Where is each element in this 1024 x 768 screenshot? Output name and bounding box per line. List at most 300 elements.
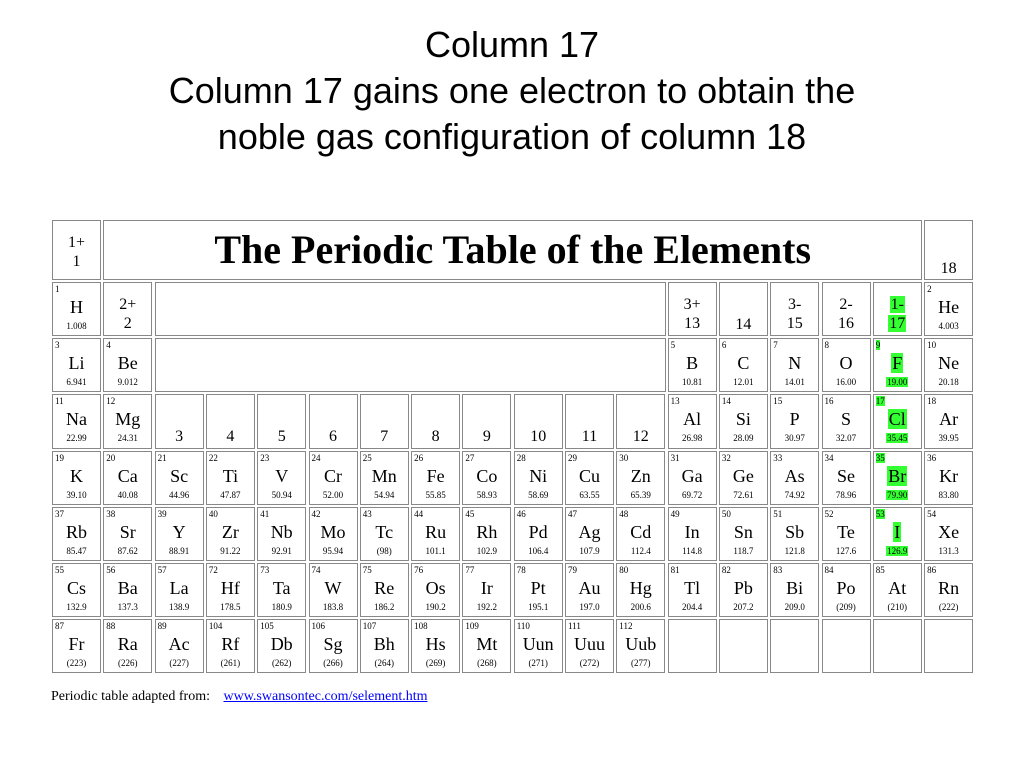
element-symbol: Uun <box>522 634 554 655</box>
atomic-number: 34 <box>824 452 834 463</box>
footer-label: Periodic table adapted from: <box>51 689 210 704</box>
atomic-number: 89 <box>157 621 167 632</box>
element-symbol: Bi <box>786 578 804 598</box>
element-zr <box>206 507 255 561</box>
atomic-number: 76 <box>414 565 424 575</box>
element-b <box>668 338 717 392</box>
element-li <box>52 338 101 392</box>
atomic-number: 23 <box>260 452 270 463</box>
atomic-number: 7 <box>773 340 778 351</box>
element-symbol: Rb <box>65 521 87 542</box>
group-15-header <box>770 282 819 336</box>
element-nb <box>257 507 306 561</box>
atomic-number: 88 <box>106 621 116 632</box>
element-se <box>822 451 871 505</box>
atomic-mass: 58.93 <box>476 489 498 500</box>
element-symbol: Cl <box>888 409 906 430</box>
atomic-mass: (271) <box>528 658 548 669</box>
element-mn <box>360 451 409 505</box>
element-symbol: Mn <box>371 465 397 486</box>
atomic-number: 32 <box>721 452 731 463</box>
element-n <box>770 338 819 392</box>
element-symbol: Ba <box>117 578 138 598</box>
atomic-number: 108 <box>414 621 428 632</box>
atomic-number: 74 <box>311 565 321 575</box>
atomic-mass: 40.08 <box>117 489 138 500</box>
group-7-label: 7 <box>380 428 389 446</box>
atomic-mass: 12.01 <box>733 377 754 388</box>
element-symbol: Nb <box>270 521 293 542</box>
atomic-number: 104 <box>208 621 223 632</box>
atomic-number: 21 <box>157 452 167 463</box>
element-symbol: Rf <box>221 634 240 655</box>
element-os <box>411 563 460 617</box>
element-sc <box>155 451 204 505</box>
atomic-mass: 197.0 <box>579 602 600 612</box>
element-ca <box>103 451 152 505</box>
atomic-mass: 209.0 <box>784 602 805 612</box>
atomic-mass: 58.69 <box>528 489 549 500</box>
atomic-mass: 4.003 <box>938 321 959 331</box>
element-rf <box>206 619 255 673</box>
atomic-mass: 26.98 <box>681 433 703 444</box>
group-13-header-label: 3+ 13 <box>683 296 701 332</box>
element-kr <box>924 451 973 505</box>
element-s <box>822 394 871 448</box>
atomic-mass: 192.2 <box>476 602 498 612</box>
atomic-number: 53 <box>875 508 885 519</box>
atomic-number: 15 <box>773 396 783 407</box>
element-symbol: Pt <box>530 578 546 598</box>
element-symbol: Mt <box>476 634 498 655</box>
group-17-label: 1- 17 <box>889 296 906 332</box>
group-2-header <box>103 282 152 336</box>
element-symbol: Pd <box>528 521 548 542</box>
atomic-number: 48 <box>619 508 629 519</box>
group-5-label: 5 <box>277 428 286 446</box>
element-sg <box>309 619 358 673</box>
element-ga <box>668 451 717 505</box>
atomic-mass: 87.62 <box>117 545 138 556</box>
title-line-2: Column 17 gains one electron to obtain the <box>168 70 856 111</box>
element-symbol: Mg <box>115 409 141 430</box>
atomic-mass: 52.00 <box>322 489 344 500</box>
atomic-mass: (209) <box>836 602 856 612</box>
element-tl <box>668 563 717 617</box>
group-6-label: 6 <box>329 428 337 446</box>
element-ba <box>103 563 152 617</box>
element-symbol: Sb <box>785 521 805 542</box>
atomic-mass: 88.91 <box>168 545 190 556</box>
element-symbol: In <box>684 521 700 542</box>
atomic-mass: (223) <box>66 658 87 669</box>
element-te <box>822 507 871 561</box>
element-symbol: Tl <box>684 578 701 598</box>
atomic-mass: 137.3 <box>117 602 138 612</box>
atomic-mass: 24.31 <box>117 433 138 444</box>
atomic-mass: 16.00 <box>835 377 857 388</box>
element-si <box>719 394 768 448</box>
element-cd <box>616 507 665 561</box>
atomic-mass: 85.47 <box>66 545 87 556</box>
element-symbol: Al <box>683 409 702 430</box>
element-c <box>719 338 768 392</box>
atomic-number: 31 <box>670 452 680 463</box>
element-symbol: Rh <box>476 521 498 542</box>
atomic-number: 54 <box>927 508 937 519</box>
element-sr <box>103 507 152 561</box>
element-symbol: Ac <box>168 634 190 655</box>
atomic-mass: 178.5 <box>220 602 241 612</box>
atomic-number: 25 <box>362 452 372 463</box>
atomic-number: 45 <box>465 508 475 519</box>
element-at <box>873 563 922 617</box>
element-symbol: Cu <box>578 465 600 486</box>
atomic-mass: 101.1 <box>425 545 446 556</box>
group-13-header <box>668 282 717 336</box>
atomic-number: 41 <box>260 508 270 519</box>
element-symbol: Zn <box>630 465 651 486</box>
blank-area-row2 <box>155 338 666 392</box>
atomic-number: 40 <box>208 508 218 519</box>
element-symbol: Se <box>837 465 855 486</box>
atomic-number: 72 <box>208 565 218 575</box>
atomic-number: 36 <box>927 452 937 463</box>
atomic-number: 85 <box>875 565 885 575</box>
group-1-header <box>52 220 101 280</box>
atomic-number: 112 <box>619 621 633 632</box>
element-symbol: V <box>275 465 289 486</box>
element-ra <box>103 619 152 673</box>
atomic-number: 46 <box>516 508 526 519</box>
footer-credit <box>51 689 428 705</box>
atomic-number: 30 <box>619 452 629 463</box>
element-ir <box>462 563 511 617</box>
group-14-header <box>719 282 768 336</box>
atomic-number: 22 <box>208 452 218 463</box>
element-al <box>668 394 717 448</box>
atomic-mass: 138.9 <box>168 602 190 612</box>
atomic-mass: 207.2 <box>733 602 754 612</box>
group-16-header <box>822 282 871 336</box>
atomic-mass: 55.85 <box>425 489 446 500</box>
atomic-mass: (269) <box>425 658 446 669</box>
element-ru <box>411 507 460 561</box>
atomic-mass: 22.99 <box>66 433 87 444</box>
element-symbol: N <box>788 353 802 374</box>
atomic-number: 2 <box>927 284 932 294</box>
atomic-number: 6 <box>721 340 727 351</box>
element-in <box>668 507 717 561</box>
element-cr <box>309 451 358 505</box>
atomic-number: 79 <box>568 565 577 575</box>
element-hf <box>206 563 255 617</box>
atomic-mass: (264) <box>374 658 395 669</box>
empty-cell <box>770 619 819 673</box>
element-symbol: Re <box>374 578 395 598</box>
element-symbol: K <box>70 465 83 486</box>
group-5-header <box>257 394 306 448</box>
atomic-number: 106 <box>311 621 325 632</box>
element-ac <box>155 619 204 673</box>
atomic-number: 26 <box>414 452 424 463</box>
atomic-mass: 92.91 <box>271 545 292 556</box>
periodic-table <box>51 220 973 668</box>
element-zn <box>616 451 665 505</box>
element-symbol: Ga <box>681 465 703 486</box>
atomic-mass: 126.9 <box>887 545 908 556</box>
atomic-mass: 9.012 <box>117 377 138 388</box>
atomic-number: 12 <box>106 396 116 407</box>
element-symbol: Co <box>476 465 498 486</box>
element-symbol: Y <box>172 521 186 542</box>
atomic-mass: 131.3 <box>938 545 959 556</box>
atomic-number: 28 <box>516 452 526 463</box>
group-10-label: 10 <box>530 428 547 446</box>
element-symbol: Au <box>578 578 601 598</box>
atomic-number: 84 <box>824 565 834 575</box>
atomic-mass: 112.4 <box>630 545 651 556</box>
atomic-mass: 20.18 <box>938 377 959 388</box>
element-w <box>309 563 358 617</box>
atomic-mass: 107.9 <box>579 545 600 556</box>
element-symbol: At <box>888 578 907 598</box>
element-ti <box>206 451 255 505</box>
element-co <box>462 451 511 505</box>
element-symbol: W <box>324 578 342 598</box>
source-link[interactable]: www.swansontec.com/selement.htm <box>223 689 428 704</box>
element-symbol: Ta <box>272 578 291 598</box>
atomic-number: 109 <box>465 621 479 632</box>
group-18-label: 18 <box>940 260 957 277</box>
atomic-number: 47 <box>568 508 577 519</box>
atomic-number: 29 <box>568 452 577 463</box>
empty-cell <box>719 619 768 673</box>
element-symbol: Hg <box>629 578 652 598</box>
element-symbol: Os <box>425 578 446 598</box>
atomic-number: 19 <box>55 452 64 463</box>
element-bi <box>770 563 819 617</box>
element-h <box>52 282 101 336</box>
atomic-number: 78 <box>516 565 526 575</box>
group-2-header-label: 2+ 2 <box>119 296 137 332</box>
element-symbol: Na <box>66 409 87 430</box>
atomic-number: 39 <box>157 508 167 519</box>
atomic-mass: 74.92 <box>784 489 805 500</box>
atomic-mass: 95.94 <box>322 545 344 556</box>
atomic-number: 55 <box>55 565 64 575</box>
atomic-mass: 50.94 <box>271 489 292 500</box>
element-symbol: Tc <box>375 521 394 542</box>
atomic-mass: 72.61 <box>733 489 754 500</box>
atomic-number: 42 <box>311 508 321 519</box>
element-ar <box>924 394 973 448</box>
atomic-number: 4 <box>106 340 111 351</box>
atomic-mass: (268) <box>477 658 497 669</box>
element-f <box>873 338 922 392</box>
element-hs <box>411 619 460 673</box>
element-symbol: B <box>686 353 699 374</box>
atomic-mass: 63.55 <box>579 489 600 500</box>
atomic-number: 5 <box>670 340 676 351</box>
atomic-mass: 44.96 <box>168 489 190 500</box>
group-15-header-label: 3- 15 <box>786 296 803 332</box>
atomic-mass: 204.4 <box>681 602 703 612</box>
atomic-mass: (272) <box>579 658 600 669</box>
atomic-mass: 28.09 <box>733 433 754 444</box>
element-symbol: C <box>737 353 750 374</box>
element-symbol: Pb <box>733 578 753 598</box>
element-symbol: S <box>840 409 851 430</box>
atomic-number: 44 <box>414 508 424 519</box>
group-4-header <box>206 394 255 448</box>
atomic-mass: (261) <box>220 658 241 669</box>
element-bh <box>360 619 409 673</box>
element-symbol: O <box>839 353 853 374</box>
atomic-number: 1 <box>55 284 60 294</box>
element-symbol: Ar <box>939 409 959 430</box>
atomic-number: 51 <box>773 508 783 519</box>
element-rh <box>462 507 511 561</box>
element-symbol: Uub <box>625 634 657 655</box>
atomic-mass: 127.6 <box>835 545 857 556</box>
element-cl <box>873 394 922 448</box>
element-symbol: Ru <box>425 521 447 542</box>
element-xe <box>924 507 973 561</box>
atomic-number: 52 <box>824 508 834 519</box>
element-symbol: Kr <box>939 465 959 486</box>
element-db <box>257 619 306 673</box>
atomic-mass: 132.9 <box>66 602 87 612</box>
empty-cell <box>668 619 717 673</box>
atomic-mass: (210) <box>887 602 908 612</box>
element-au <box>565 563 614 617</box>
element-symbol: Sr <box>119 521 136 542</box>
element-tc <box>360 507 409 561</box>
element-rb <box>52 507 101 561</box>
atomic-mass: 39.10 <box>66 489 87 500</box>
element-k <box>52 451 101 505</box>
group-6-header <box>309 394 358 448</box>
atomic-mass: 19.00 <box>887 377 908 388</box>
element-po <box>822 563 871 617</box>
element-o <box>822 338 871 392</box>
atomic-mass: 190.2 <box>425 602 446 612</box>
element-symbol: Sn <box>733 521 753 542</box>
element-cu <box>565 451 614 505</box>
slide-title <box>0 22 1024 160</box>
atomic-mass: 35.45 <box>887 433 908 444</box>
atomic-mass: (222) <box>938 602 959 612</box>
element-symbol: Rn <box>938 578 960 598</box>
element-mg <box>103 394 152 448</box>
element-symbol: He <box>938 297 960 317</box>
element-ta <box>257 563 306 617</box>
atomic-mass: 106.4 <box>528 545 549 556</box>
element-na <box>52 394 101 448</box>
atomic-number: 9 <box>875 340 881 351</box>
element-pd <box>514 507 563 561</box>
element-symbol: Zr <box>221 521 239 542</box>
element-symbol: Br <box>888 465 907 486</box>
group-10-header <box>514 394 563 448</box>
element-cs <box>52 563 101 617</box>
atomic-number: 82 <box>721 565 731 575</box>
group-8-header <box>411 394 460 448</box>
atomic-mass: (266) <box>323 658 343 669</box>
atomic-mass: 39.95 <box>938 433 959 444</box>
element-symbol: P <box>789 409 800 430</box>
element-y <box>155 507 204 561</box>
atomic-mass: (277) <box>631 658 651 669</box>
element-symbol: Hf <box>220 578 240 598</box>
table-banner: The Periodic Table of the Elements <box>103 220 922 280</box>
group-7-header <box>360 394 409 448</box>
element-uun <box>514 619 563 673</box>
atomic-number: 105 <box>260 621 274 632</box>
atomic-mass: 1.008 <box>66 321 87 331</box>
atomic-mass: (227) <box>169 658 189 669</box>
atomic-number: 43 <box>362 508 372 519</box>
atomic-number: 16 <box>824 396 834 407</box>
element-symbol: Po <box>836 578 856 598</box>
group-9-header <box>462 394 511 448</box>
element-symbol: Xe <box>938 521 960 542</box>
title-line-3: noble gas configuration of column 18 <box>217 116 807 157</box>
atomic-number: 77 <box>465 565 475 575</box>
element-rn <box>924 563 973 617</box>
atomic-mass: (262) <box>271 658 292 669</box>
atomic-number: 73 <box>260 565 270 575</box>
atomic-number: 107 <box>362 621 377 632</box>
atomic-mass: 54.94 <box>374 489 395 500</box>
atomic-mass: 69.72 <box>681 489 703 500</box>
atomic-number: 80 <box>619 565 629 575</box>
element-symbol: Li <box>68 353 85 374</box>
element-ne <box>924 338 973 392</box>
element-fr <box>52 619 101 673</box>
element-mo <box>309 507 358 561</box>
atomic-number: 83 <box>773 565 783 575</box>
group-18-header <box>924 220 973 280</box>
atomic-number: 3 <box>55 340 60 351</box>
element-re <box>360 563 409 617</box>
atomic-number: 57 <box>157 565 167 575</box>
group-8-label: 8 <box>431 428 440 446</box>
atomic-mass: 195.1 <box>528 602 549 612</box>
element-ge <box>719 451 768 505</box>
element-symbol: Ra <box>117 634 138 655</box>
atomic-number: 86 <box>927 565 937 575</box>
title-line-1: Column 17 <box>424 24 600 65</box>
atomic-number: 35 <box>875 452 885 463</box>
atomic-mass: 65.39 <box>630 489 651 500</box>
group-11-label: 11 <box>581 428 598 446</box>
empty-cell <box>822 619 871 673</box>
blank-area-row1 <box>155 282 666 336</box>
atomic-number: 38 <box>106 508 116 519</box>
empty-cell <box>924 619 973 673</box>
element-mt <box>462 619 511 673</box>
atomic-mass: 79.90 <box>887 489 908 500</box>
atomic-number: 13 <box>670 396 680 407</box>
atomic-mass: 121.8 <box>784 545 805 556</box>
atomic-number: 24 <box>311 452 321 463</box>
group-17-header <box>873 282 922 336</box>
atomic-number: 20 <box>106 452 116 463</box>
element-symbol: Cr <box>324 465 342 486</box>
group-3-label: 3 <box>175 428 184 446</box>
